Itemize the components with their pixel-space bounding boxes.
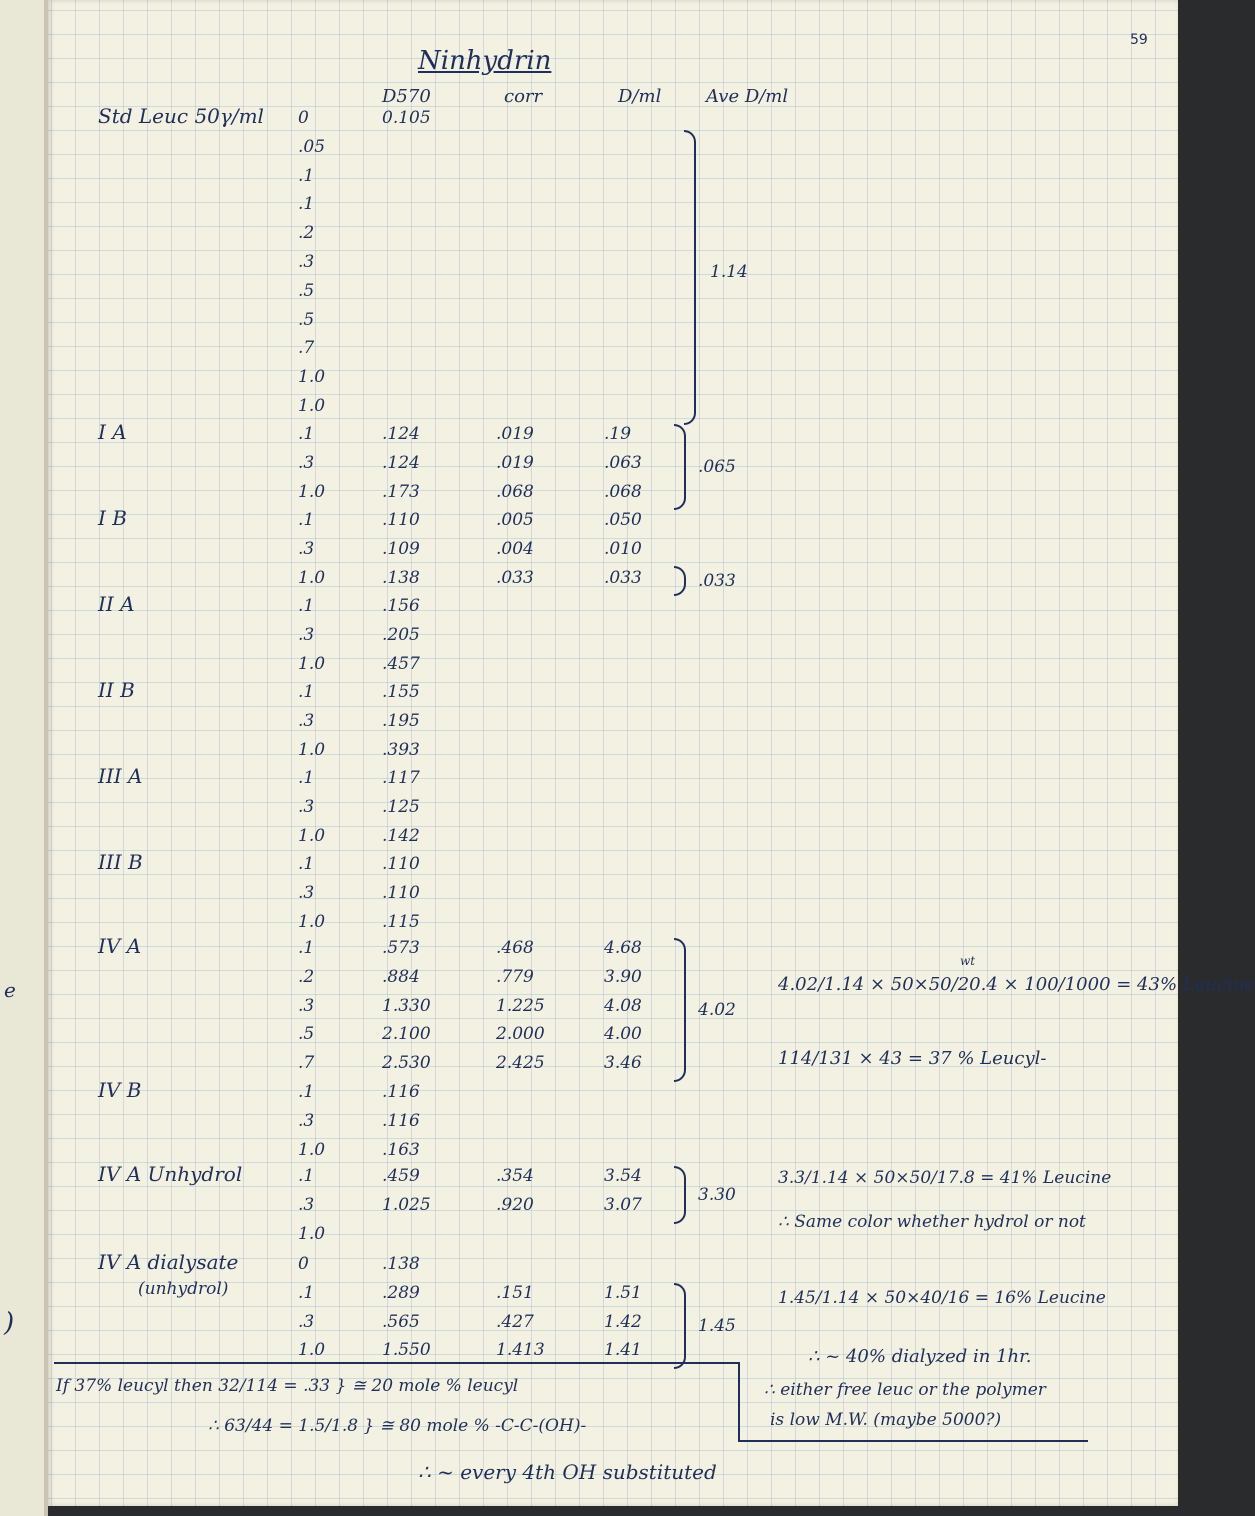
row-vol: .1 — [298, 1082, 315, 1102]
row-corr: 1.225 — [496, 995, 545, 1016]
row-d570: .155 — [382, 682, 420, 702]
row-vol: .3 — [298, 624, 315, 645]
row-vol: .3 — [298, 882, 315, 903]
group-brace — [674, 1283, 686, 1369]
row-vol: .1 — [298, 510, 315, 530]
row-d570: .457 — [382, 653, 420, 674]
group-brace — [674, 1166, 686, 1224]
row-vol: .3 — [298, 452, 315, 473]
std-row-vol: 1.0 — [298, 396, 326, 416]
row-corr: 2.000 — [496, 1024, 545, 1045]
std-row-vol: .5 — [298, 309, 315, 330]
std-row-vol: .7 — [298, 338, 315, 359]
std-row-vol: .2 — [298, 223, 315, 244]
row-corr: .920 — [496, 1194, 534, 1215]
row-vol: 1.0 — [298, 653, 326, 674]
row-d-per-ml: .050 — [604, 510, 642, 530]
std-row-vol: .05 — [298, 136, 326, 157]
calc-leucine-43: 4.02/1.14 × 50×50/20.4 × 100/1000 = 43% Leucine — [778, 974, 1255, 995]
calc-dialyzed-note: ∴ ~ 40% dialyzed in 1hr. — [808, 1346, 1032, 1367]
row-vol: .2 — [298, 966, 315, 987]
row-corr: .354 — [496, 1166, 534, 1186]
header-d-per-ml: D/ml — [618, 86, 662, 107]
group-avg: 1.45 — [698, 1316, 736, 1336]
row-vol: .5 — [298, 1024, 315, 1045]
row-corr: 2.425 — [496, 1053, 545, 1074]
std-avg: 1.14 — [710, 262, 748, 283]
row-d570: 1.025 — [382, 1194, 431, 1215]
row-d570: .142 — [382, 825, 420, 846]
row-corr: .468 — [496, 938, 534, 958]
row-d-per-ml: .068 — [604, 481, 642, 502]
bottom-calc-leucyl: If 37% leucyl then 32/114 = .33 } ≅ 20 mole % leucyl — [56, 1376, 519, 1396]
row-vol: .1 — [298, 682, 315, 702]
row-vol: 1.0 — [298, 911, 326, 932]
calc-superscript: wt — [960, 954, 976, 968]
row-d570: .884 — [382, 966, 420, 987]
row-d570: .109 — [382, 538, 420, 559]
box-line-vertical — [738, 1362, 740, 1442]
row-d-per-ml: 4.00 — [604, 1024, 642, 1045]
row-vol: .1 — [298, 596, 315, 616]
group-label: III A — [98, 764, 143, 788]
bottom-calc-mole: ∴ 63/44 = 1.5/1.8 } ≅ 80 mole % -C-C-(OH)- — [208, 1416, 587, 1436]
row-vol: .3 — [298, 995, 315, 1016]
notebook-page — [48, 0, 1255, 1506]
row-corr: .427 — [496, 1311, 534, 1332]
row-d570: .116 — [382, 1110, 420, 1131]
std-row-vol: 0 — [298, 108, 309, 128]
row-vol: .1 — [298, 424, 315, 444]
row-d570: .110 — [382, 882, 420, 903]
row-d570: .289 — [382, 1282, 420, 1303]
row-d-per-ml: .010 — [604, 538, 642, 559]
std-row-vol: 1.0 — [298, 367, 326, 388]
row-d570: .163 — [382, 1139, 420, 1160]
row-d570: .205 — [382, 624, 420, 645]
calc-low-mw-note: is low M.W. (maybe 5000?) — [770, 1410, 1002, 1430]
std-row-vol: .3 — [298, 252, 315, 272]
row-d570: .459 — [382, 1166, 420, 1186]
row-vol: 1.0 — [298, 567, 326, 588]
page-title: Ninhydrin — [418, 46, 552, 76]
page-number: 59 — [1130, 32, 1148, 48]
row-d570: .110 — [382, 854, 420, 874]
group-brace — [674, 566, 686, 597]
row-corr: .033 — [496, 567, 534, 588]
group-label: II A — [98, 592, 135, 616]
row-d570: .573 — [382, 938, 420, 958]
std-brace — [684, 130, 696, 425]
row-d570: .124 — [382, 424, 420, 444]
std-row-vol: .1 — [298, 194, 315, 215]
row-vol: .1 — [298, 1166, 315, 1186]
row-d-per-ml: 4.08 — [604, 995, 642, 1016]
row-vol: .7 — [298, 1053, 315, 1074]
row-d570: 1.550 — [382, 1340, 431, 1361]
row-d570: .173 — [382, 481, 420, 502]
row-d570: .138 — [382, 1254, 420, 1274]
row-corr: .068 — [496, 481, 534, 502]
row-vol: .1 — [298, 768, 315, 788]
row-corr: .004 — [496, 538, 534, 559]
row-vol: 1.0 — [298, 1340, 326, 1361]
row-d570: .125 — [382, 796, 420, 817]
calc-either-note: ∴ either free leuc or the polymer — [764, 1380, 1046, 1400]
group-label: I A — [98, 420, 127, 444]
row-vol: .3 — [298, 1194, 315, 1215]
header-d570: D570 — [382, 86, 431, 107]
row-d-per-ml: 3.07 — [604, 1194, 642, 1215]
row-d570: .138 — [382, 567, 420, 588]
row-vol: .1 — [298, 854, 315, 874]
row-vol: 1.0 — [298, 1223, 326, 1244]
row-d-per-ml: .19 — [604, 424, 632, 444]
group-label: I B — [98, 506, 127, 530]
calc-leucine-41: 3.3/1.14 × 50×50/17.8 = 41% Leucine — [778, 1168, 1112, 1188]
previous-page-edge — [0, 0, 46, 1516]
calc-same-color-note: ∴ Same color whether hydrol or not — [778, 1212, 1086, 1232]
header-ave-d-per-ml: Ave D/ml — [706, 86, 789, 107]
group-label: IV A dialysate — [98, 1250, 239, 1274]
group-label: IV A Unhydrol — [98, 1162, 243, 1186]
separator-line — [54, 1362, 740, 1364]
group-brace — [674, 424, 686, 510]
box-line-bottom — [738, 1440, 1088, 1442]
row-corr: .779 — [496, 966, 534, 987]
row-vol: 1.0 — [298, 481, 326, 502]
std-label: Std Leuc 50γ/ml — [98, 104, 264, 128]
row-d-per-ml: 4.68 — [604, 938, 642, 958]
std-row-d570: 0.105 — [382, 108, 431, 128]
row-vol: .3 — [298, 710, 315, 731]
row-d570: .195 — [382, 710, 420, 731]
row-d570: .156 — [382, 596, 420, 616]
row-vol: .3 — [298, 1311, 315, 1332]
row-corr: .019 — [496, 424, 534, 444]
row-d570: .393 — [382, 739, 420, 760]
group-brace — [674, 938, 686, 1082]
row-vol: 1.0 — [298, 825, 326, 846]
row-d-per-ml: .063 — [604, 452, 642, 473]
bottom-conclusion: ∴ ~ every 4th OH substituted — [418, 1460, 717, 1484]
row-d570: .115 — [382, 911, 420, 932]
std-row-vol: .1 — [298, 165, 315, 186]
row-d570: .110 — [382, 510, 420, 530]
row-corr: .151 — [496, 1282, 534, 1303]
row-d570: 1.330 — [382, 995, 431, 1016]
row-d570: .565 — [382, 1311, 420, 1332]
row-d-per-ml: 3.90 — [604, 966, 642, 987]
group-avg: .065 — [698, 457, 736, 478]
row-d-per-ml: .033 — [604, 567, 642, 588]
row-d570: 2.530 — [382, 1053, 431, 1074]
row-vol: .1 — [298, 938, 315, 958]
group-label: IV B — [98, 1078, 142, 1102]
row-d-per-ml: 1.41 — [604, 1340, 642, 1361]
group-label: IV A — [98, 934, 142, 958]
group-avg: 4.02 — [698, 1000, 736, 1020]
group-sublabel: (unhydrol) — [138, 1278, 229, 1299]
group-label: II B — [98, 678, 135, 702]
row-d570: .124 — [382, 452, 420, 473]
row-vol: 1.0 — [298, 739, 326, 760]
row-vol: 1.0 — [298, 1139, 326, 1160]
row-d-per-ml: 1.51 — [604, 1282, 642, 1303]
row-d570: .116 — [382, 1082, 420, 1102]
row-vol: .3 — [298, 1110, 315, 1131]
margin-note-1: e — [4, 978, 16, 1002]
row-vol: .3 — [298, 796, 315, 817]
calc-leucyl-37: 114/131 × 43 = 37 % Leucyl- — [778, 1048, 1047, 1069]
std-row-vol: .5 — [298, 280, 315, 301]
row-corr: 1.413 — [496, 1340, 545, 1361]
row-vol: .3 — [298, 538, 315, 559]
row-corr: .019 — [496, 452, 534, 473]
header-corr: corr — [504, 86, 543, 107]
group-avg: .033 — [698, 571, 736, 591]
row-d570: 2.100 — [382, 1024, 431, 1045]
row-vol: .1 — [298, 1282, 315, 1303]
row-d-per-ml: 1.42 — [604, 1311, 642, 1332]
row-d570: .117 — [382, 768, 420, 788]
group-label: III B — [98, 850, 143, 874]
row-d-per-ml: 3.54 — [604, 1166, 642, 1186]
margin-note-2: ) — [4, 1308, 15, 1338]
row-d-per-ml: 3.46 — [604, 1053, 642, 1074]
row-corr: .005 — [496, 510, 534, 530]
group-avg: 3.30 — [698, 1184, 736, 1205]
row-vol: 0 — [298, 1254, 309, 1274]
calc-leucine-16: 1.45/1.14 × 50×40/16 = 16% Leucine — [778, 1288, 1106, 1308]
